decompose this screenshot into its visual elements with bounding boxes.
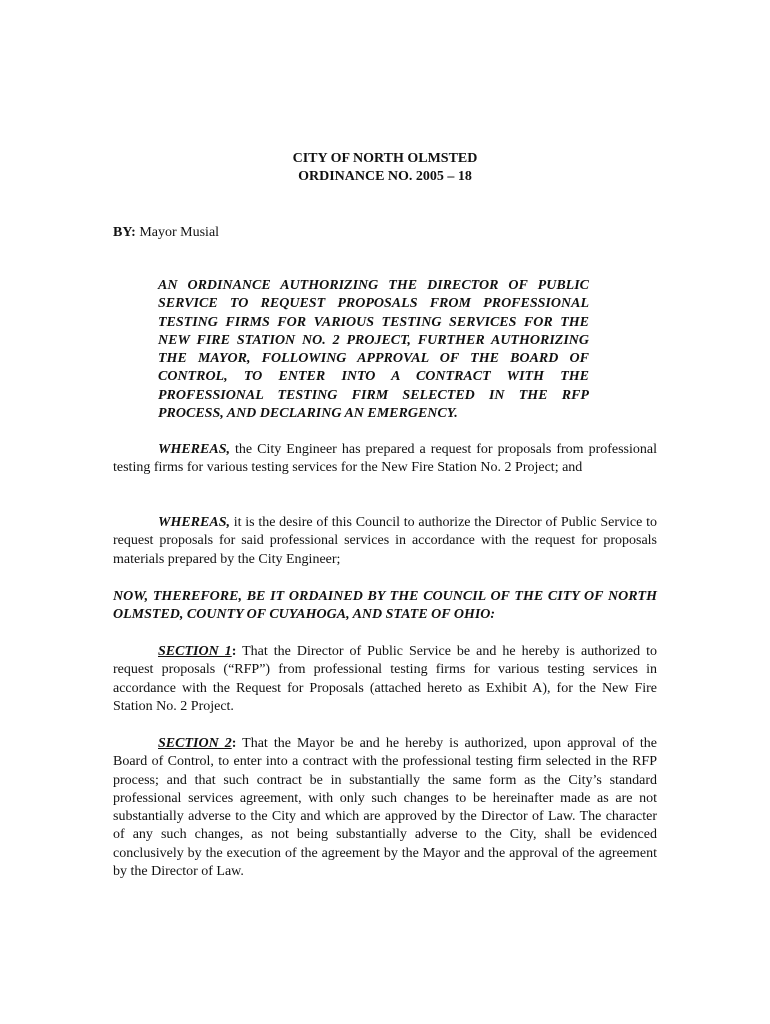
- document-header: [0, 150, 770, 186]
- whereas-paragraph-1: [113, 441, 657, 478]
- sponsor-label: BY:: [113, 225, 136, 240]
- whereas-label: WHEREAS,: [158, 515, 230, 530]
- section-1-label: SECTION 1: [158, 644, 232, 659]
- whereas-text: it is the desire of this Council to authorize the Director of Public Service to request proposals for said professional services in accordance with the request for proposals materials prepared by the City Engineer;: [113, 515, 657, 567]
- section-1-text: That the Director of Public Service be and he hereby is authorized to request proposals (“RFP”) from professional testing firms for various testing services in accordance with the Request for Proposals (attached hereto as Exhibit A), for the New Fire Station No. 2 Project.: [113, 644, 657, 714]
- section-2-label: SECTION 2: [158, 736, 232, 751]
- whereas-text: the City Engineer has prepared a request for proposals from professional testing firms for various testing services for the New Fire Station No. 2 Project; and: [113, 442, 657, 476]
- ordinance-title: AN ORDINANCE AUTHORIZING THE DIRECTOR OF PUBLIC SERVICE TO REQUEST PROPOSALS FROM PROFESSIONAL TESTING FIRMS FOR VARIOUS TESTING SERVICES FOR THE NEW FIRE STATION NO. 2 PROJECT, FURTHER AUTHORIZING THE MAYOR, FOLLOWING APPROVAL OF THE BOARD OF CONTROL, TO ENTER INTO A CONTRACT WITH THE PROFESSIONAL TESTING FIRM SELECTED IN THE RFP PROCESS, AND DECLARING AN EMERGENCY.: [158, 278, 589, 422]
- whereas-paragraph-2: [113, 514, 657, 569]
- section-1-paragraph: [113, 643, 657, 716]
- section-2-paragraph: [113, 735, 657, 881]
- sponsor-name: Mayor Musial: [139, 225, 220, 240]
- whereas-label: WHEREAS,: [158, 442, 230, 457]
- city-name: CITY OF NORTH OLMSTED: [292, 151, 478, 166]
- section-2-colon: :: [231, 736, 237, 751]
- enacting-clause: NOW, THEREFORE, BE IT ORDAINED BY THE COUNCIL OF THE CITY OF NORTH OLMSTED, COUNTY OF CUYAHOGA, AND STATE OF OHIO:: [113, 589, 657, 623]
- section-1-colon: :: [231, 644, 237, 659]
- section-2-text: That the Mayor be and he hereby is authorized, upon approval of the Board of Control, to enter into a contract with the professional testing firm selected in the RFP process; and that such contract be in substantially the same form as the City’s standard professional services agreement, with only such changes to be hereinafter made as are not substantially adverse to the City and which are approved by the Director of Law. The character of any such changes, as not being substantially adverse to the City, shall be evidenced conclusively by the execution of the agreement by the Mayor and the approval of the agreement by the Director of Law.: [113, 736, 657, 880]
- sponsor-line: [113, 224, 219, 242]
- ordinance-number: ORDINANCE NO. 2005 – 18: [298, 169, 472, 184]
